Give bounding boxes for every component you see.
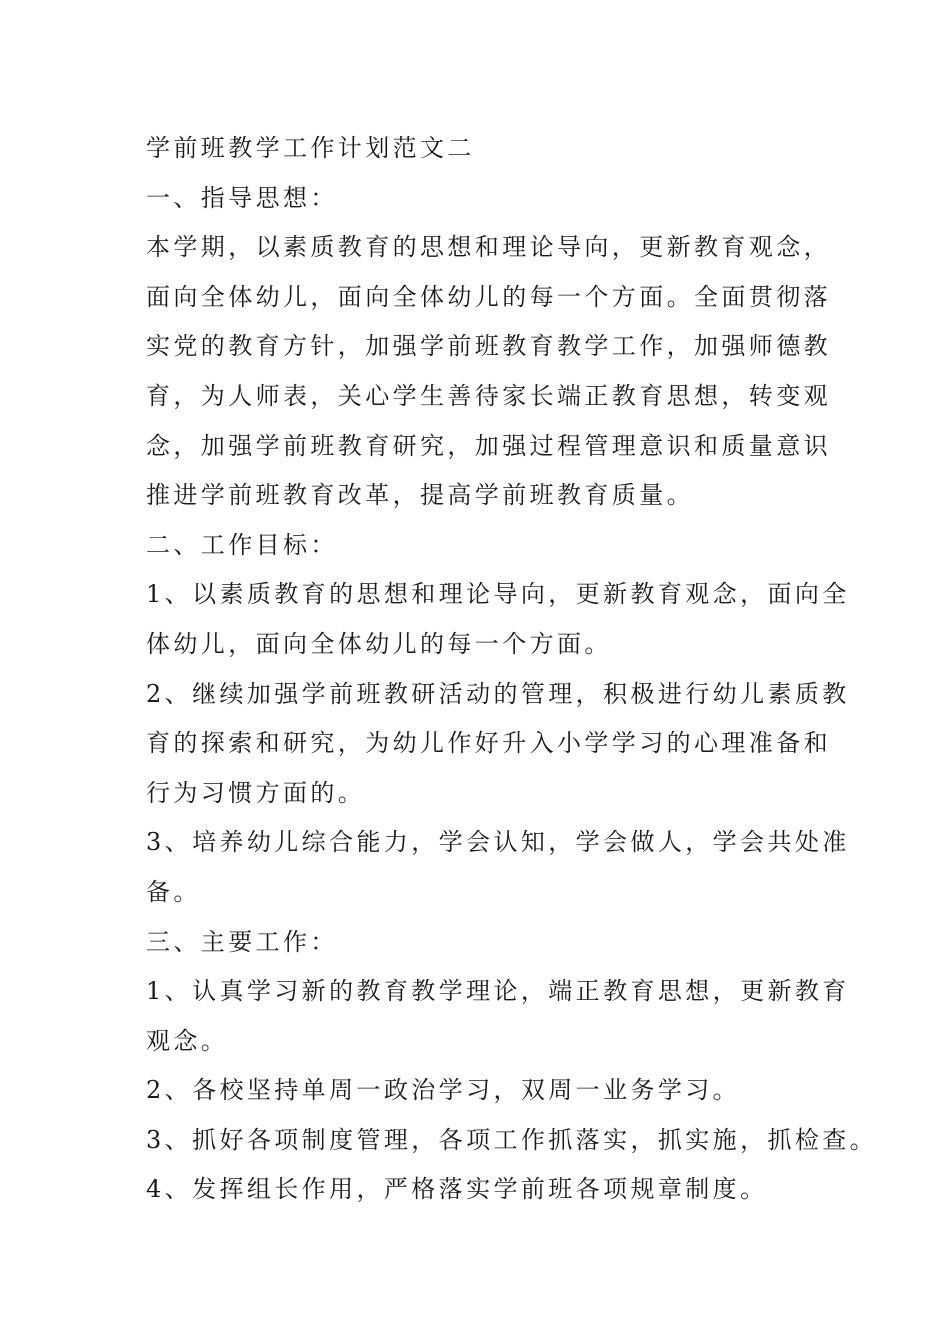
section-heading-main-work: 三、主要工作：: [146, 927, 338, 956]
list-item-line: 行为习惯方面的。: [146, 778, 366, 807]
paragraph-line: 本学期，以素质教育的思想和理论导向，更新教育观念，: [146, 233, 831, 262]
paragraph-line: 面向全体幼儿，面向全体幼儿的每一个方面。全面贯彻落: [146, 282, 831, 311]
section-heading-work-goals: 二、工作目标：: [146, 530, 338, 559]
list-item-line: 观念。: [146, 1026, 229, 1055]
paragraph-line: 推进学前班教育改革，提高学前班教育质量。: [146, 481, 694, 510]
document-title: 学前班教学工作计划范文二: [146, 134, 475, 162]
list-item-line: 备。: [146, 877, 201, 906]
list-item-line: 3、培养幼儿综合能力，学会认知，学会做人，学会共处准: [146, 828, 850, 857]
list-item-line: 1、认真学习新的教育教学理论，端正教育思想，更新教育: [146, 977, 850, 1006]
list-item-line: 育的探索和研究，为幼儿作好升入小学学习的心理准备和: [146, 729, 831, 758]
paragraph-line: 实党的教育方针，加强学前班教育教学工作，加强师德教: [146, 332, 831, 361]
list-item-line: 1、以素质教育的思想和理论导向，更新教育观念，面向全: [146, 580, 850, 609]
list-item-line: 3、抓好各项制度管理，各项工作抓落实，抓实施，抓检查。: [146, 1125, 878, 1154]
list-item-line: 4、发挥组长作用，严格落实学前班各项规章制度。: [146, 1175, 768, 1204]
section-heading-guiding-ideology: 一、指导思想：: [146, 183, 338, 212]
document-body: [146, 124, 878, 1215]
list-item-line: 体幼儿，面向全体幼儿的每一个方面。: [146, 629, 612, 658]
paragraph-line: 育，为人师表，关心学生善待家长端正教育思想，转变观: [146, 381, 831, 410]
list-item-line: 2、继续加强学前班教研活动的管理，积极进行幼儿素质教: [146, 679, 850, 708]
paragraph-line: 念，加强学前班教育研究，加强过程管理意识和质量意识: [146, 431, 831, 460]
list-item-line: 2、各校坚持单周一政治学习，双周一业务学习。: [146, 1076, 741, 1105]
